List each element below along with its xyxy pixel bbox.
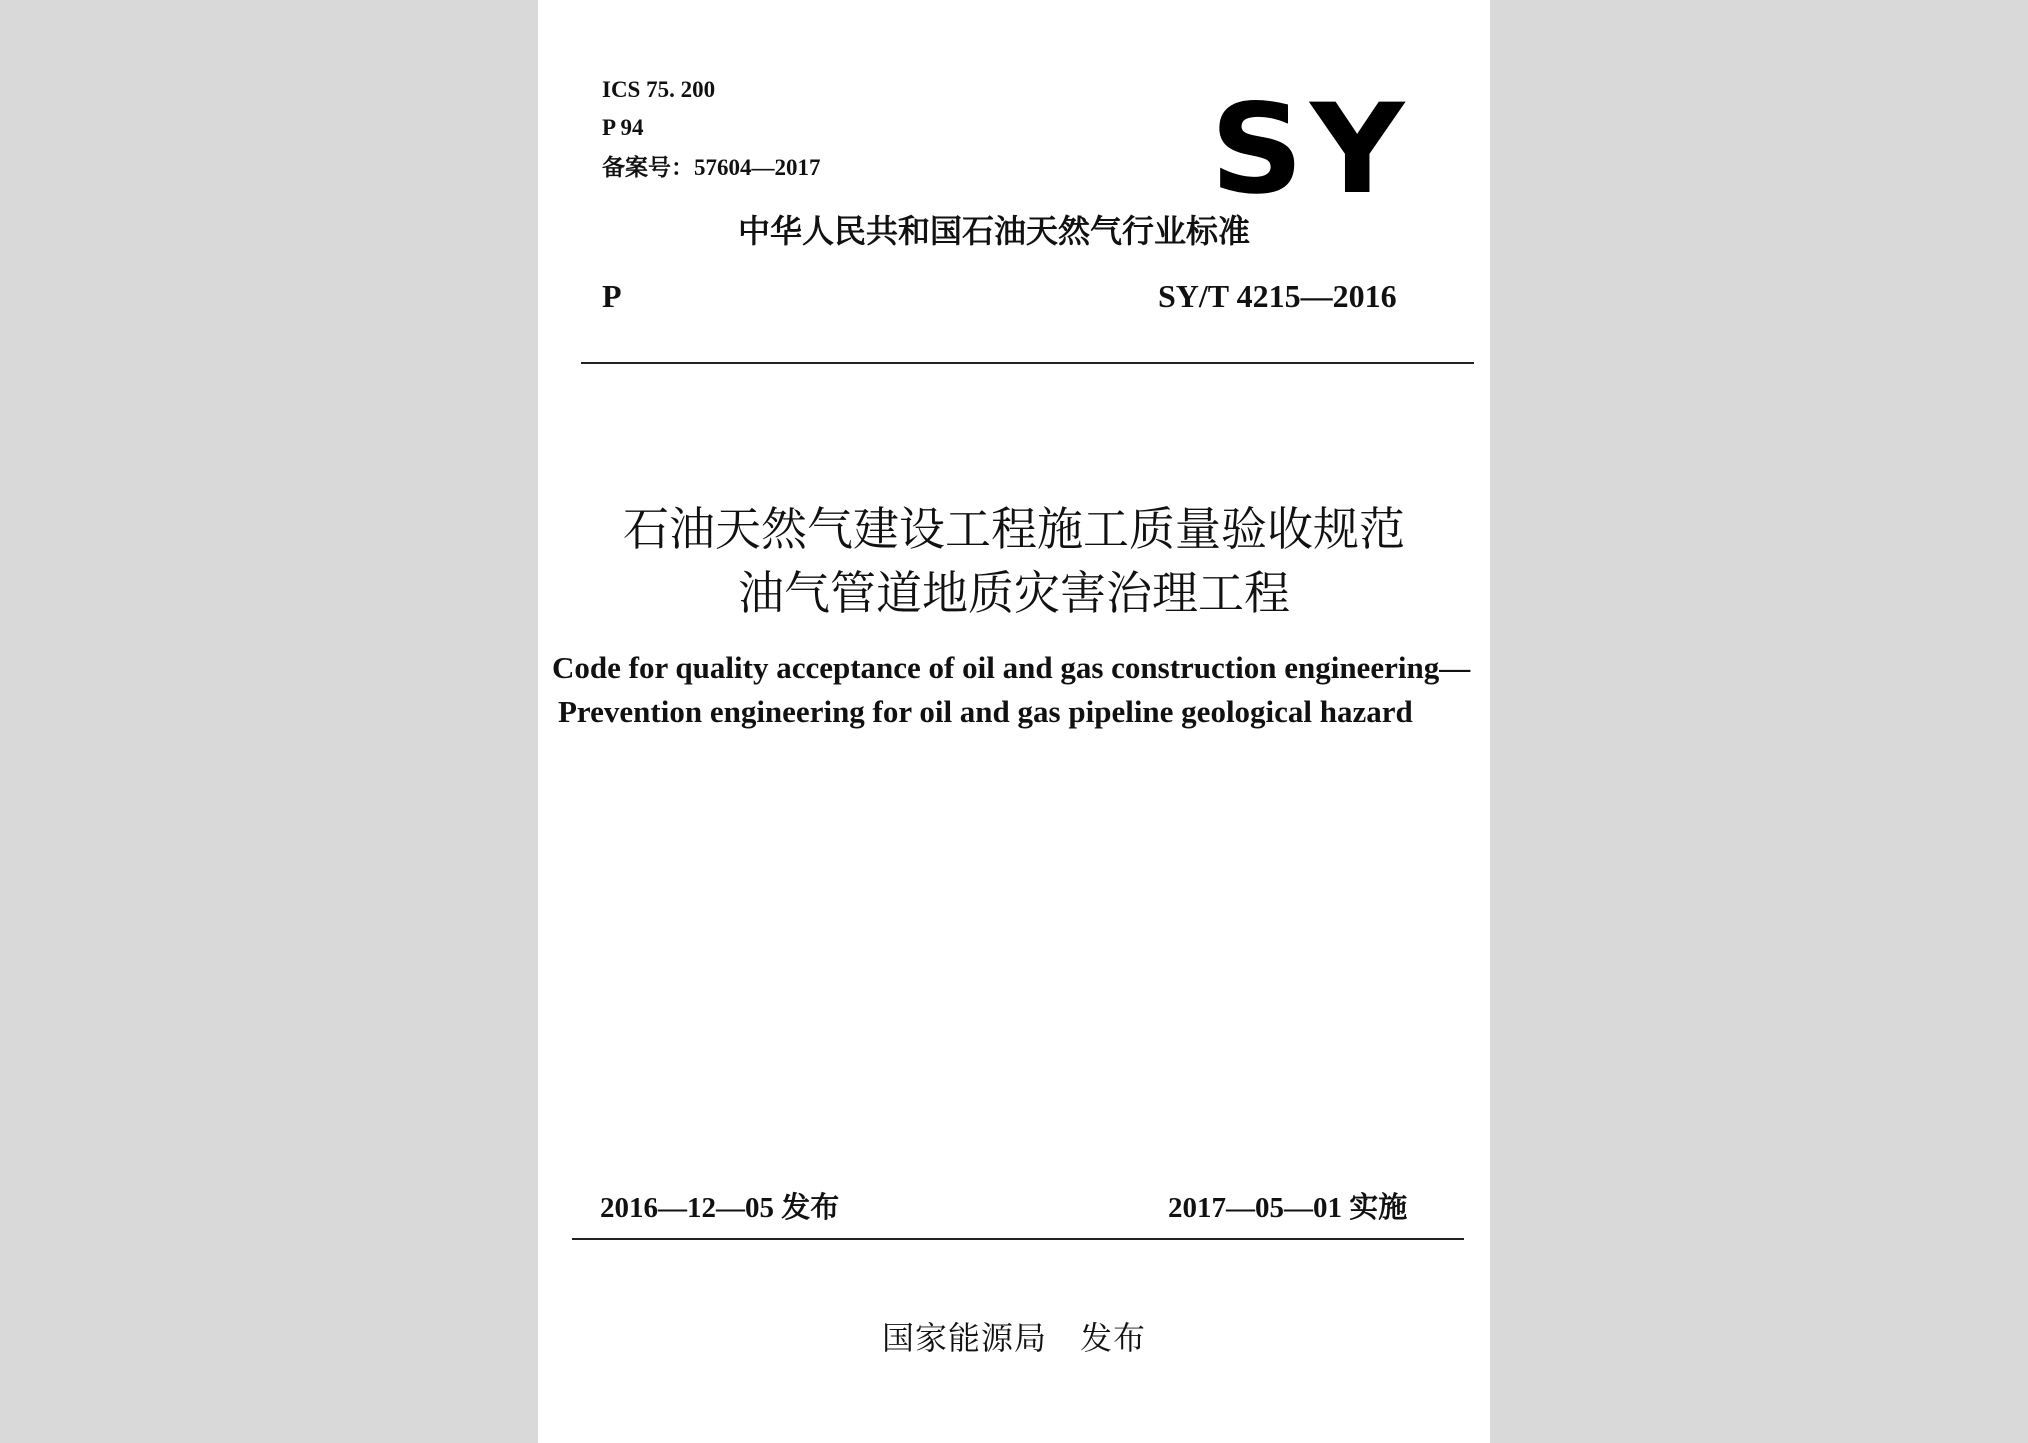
bottom-divider	[572, 1238, 1464, 1240]
sy-logo: SY	[1210, 78, 1411, 222]
classification-code: P 94	[602, 115, 644, 140]
standard-number: SY/T 4215—2016	[1158, 278, 1397, 314]
document-page	[538, 0, 1490, 1443]
title-chinese-line-1: 石油天然气建设工程施工质量验收规范	[623, 502, 1405, 556]
industry-standard-label: 中华人民共和国石油天然气行业标准	[738, 212, 1251, 250]
title-english-line-2: Prevention engineering for oil and gas pipeline geological hazard	[558, 694, 1413, 729]
title-english-line-1: Code for quality acceptance of oil and gas construction engineering—	[552, 650, 1471, 685]
ics-code: ICS 75. 200	[602, 77, 716, 102]
issue-date: 2016—12—05 发布	[600, 1192, 840, 1224]
class-code: P	[602, 278, 622, 314]
implementation-date: 2017—05—01 实施	[1168, 1192, 1408, 1224]
top-divider	[581, 362, 1474, 364]
filing-number: 备案号：57604—2017	[602, 155, 821, 180]
title-chinese-line-2: 油气管道地质灾害治理工程	[738, 566, 1290, 620]
publisher: 国家能源局 发布	[881, 1319, 1146, 1357]
